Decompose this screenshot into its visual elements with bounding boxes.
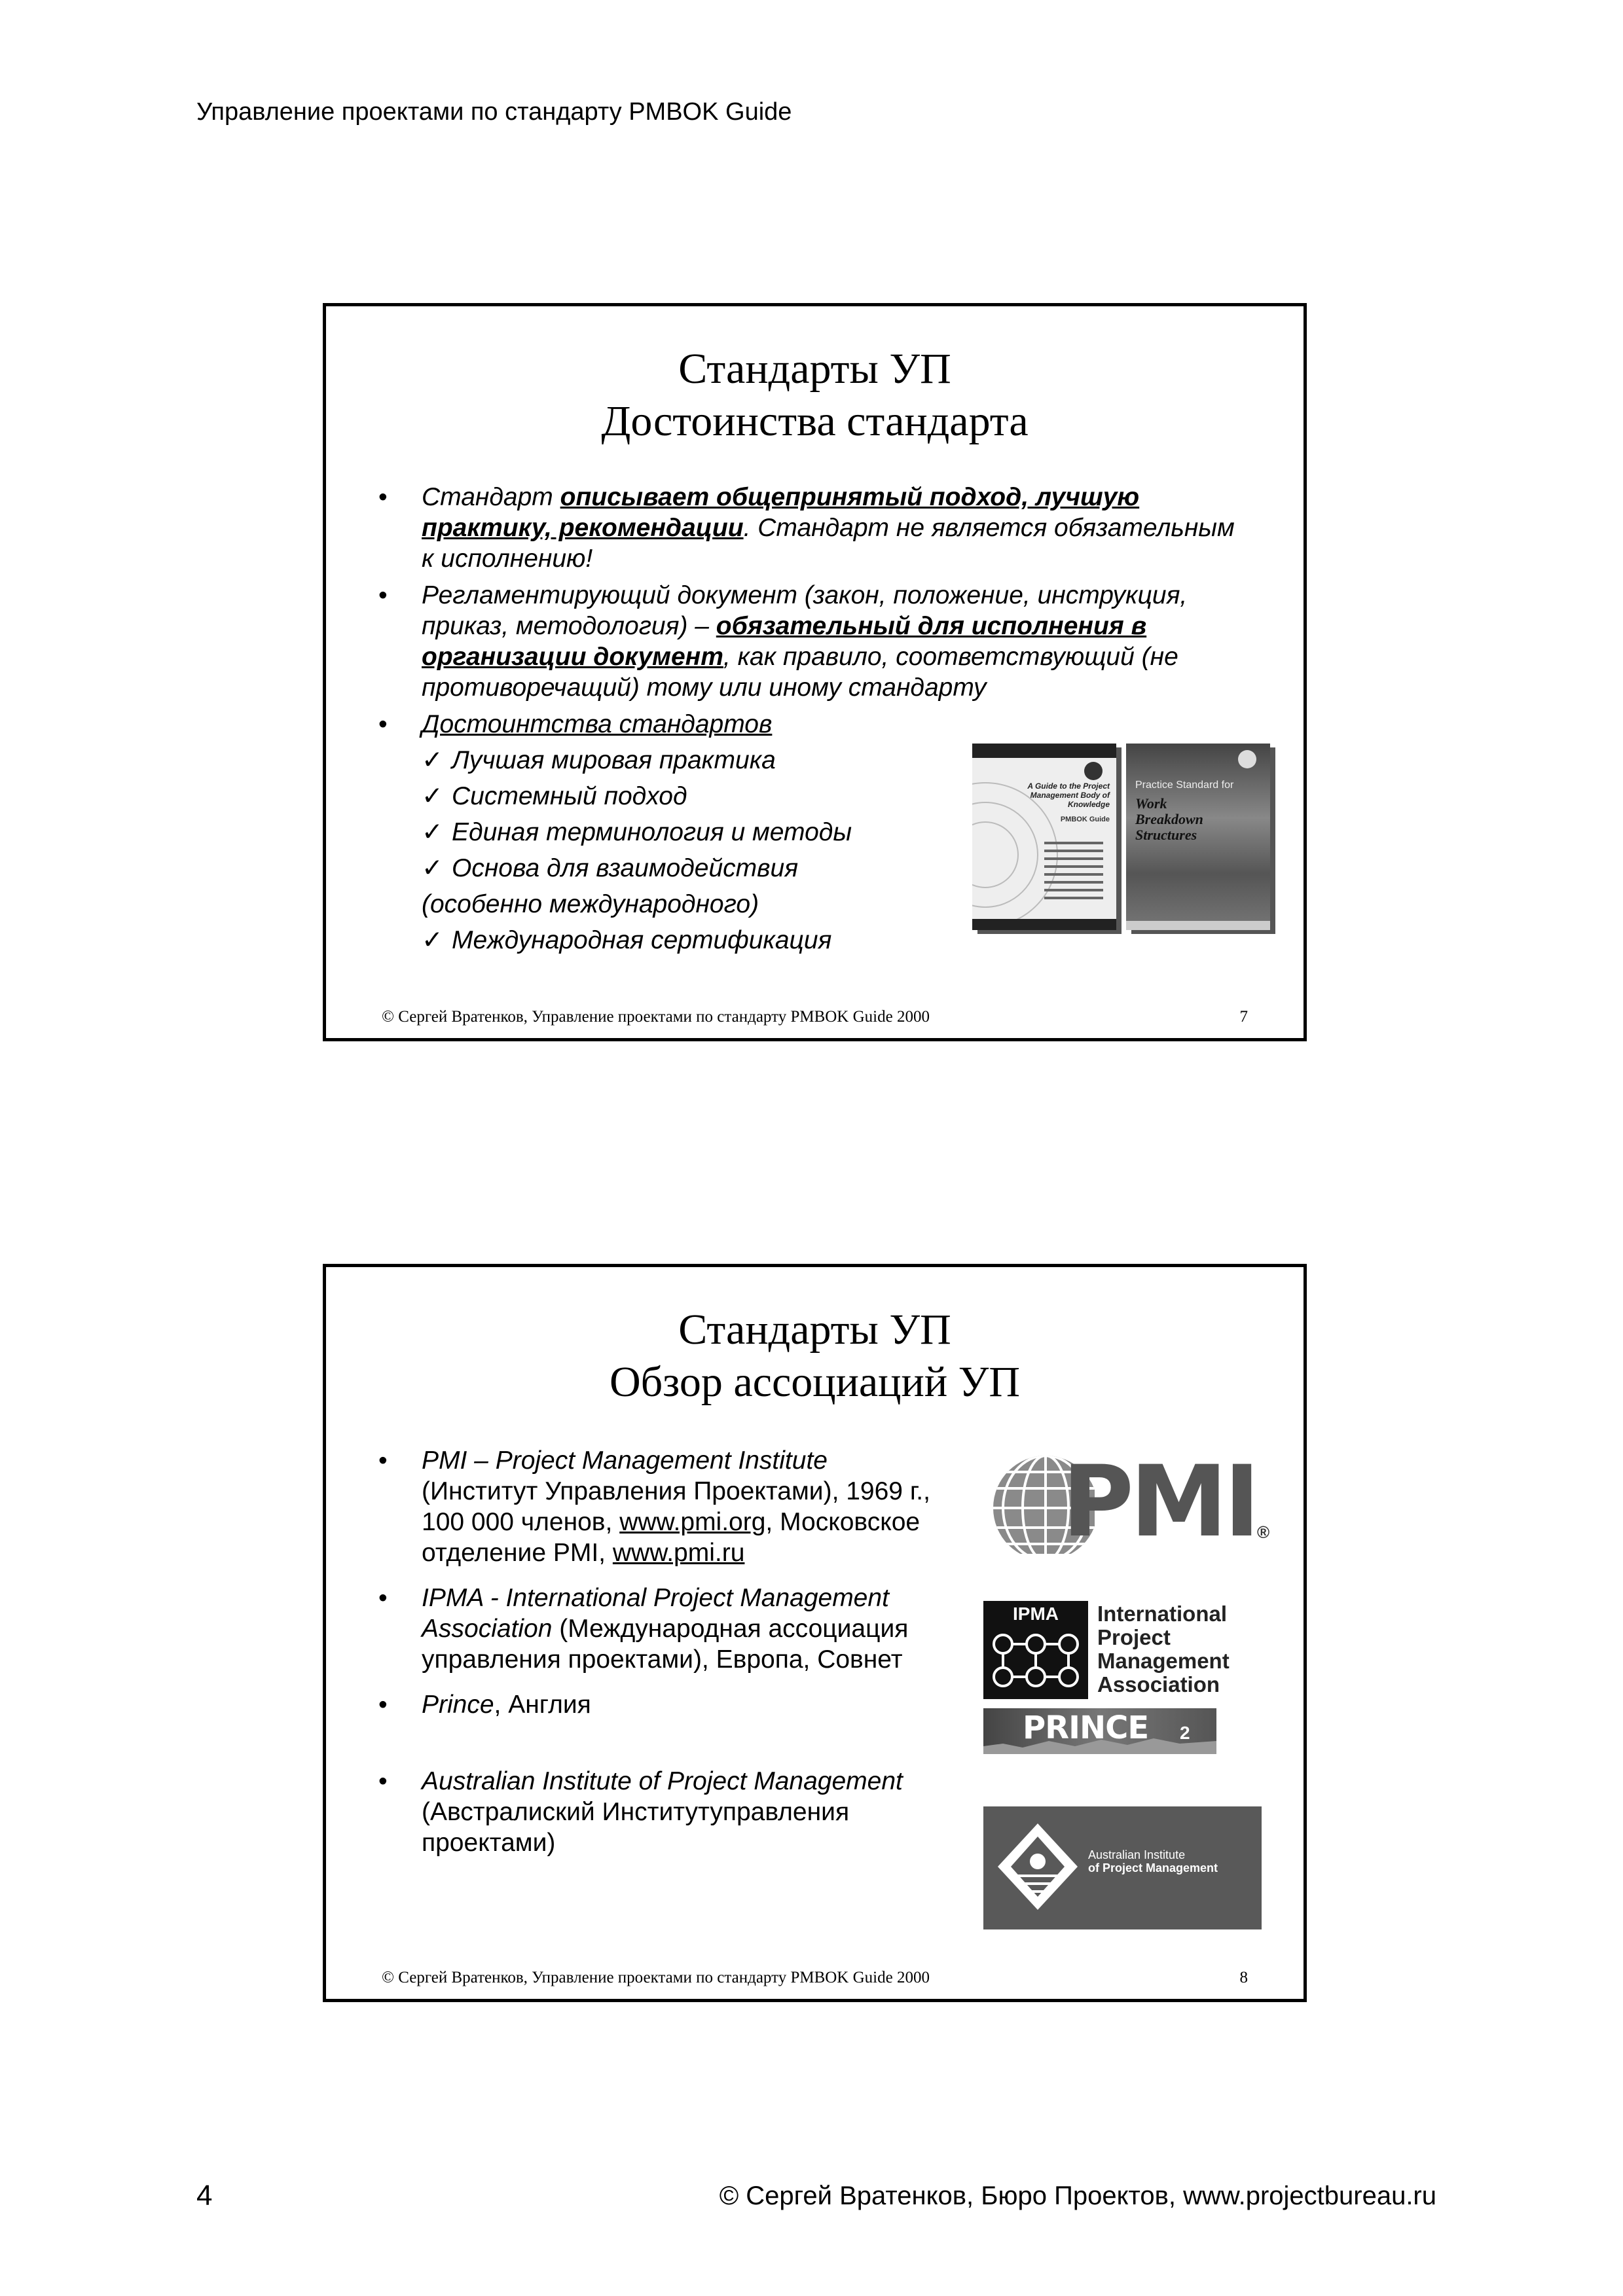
bullet-regulating-document: • Регламентирующий документ (закон, положение, инструкция, приказ, методология) – обязательный для исполнения в организации документ, как правило, соответствующий (не противоречащий) тому или иному стандарту — [378, 581, 1188, 702]
bullet-prince: • Prince, Англия — [378, 1691, 591, 1719]
aipm-logo: Australian Institute of Project Management — [983, 1806, 1262, 1929]
slide-title — [326, 1304, 1304, 1408]
check-icon: ✓ — [422, 854, 443, 882]
castle-silhouette-icon — [983, 1734, 1216, 1754]
diamond-emblem-icon — [995, 1821, 1080, 1912]
network-icon — [983, 1626, 1088, 1698]
slide-7 — [323, 303, 1307, 1041]
ipma-logo: IPMA International Project Management Association — [983, 1601, 1258, 1699]
pmi-seal-icon — [1126, 744, 1270, 770]
slide-title-line1: Стандарты УП — [678, 1306, 951, 1354]
check-icon: ✓ — [422, 782, 443, 810]
page-number: 4 — [196, 2179, 213, 2212]
globe-icon — [972, 744, 1116, 930]
slide-title-line2: Достоинства стандарта — [601, 397, 1029, 445]
check-item: ✓ Системный подход — [422, 778, 1011, 814]
check-item-continuation: (особенно международного) — [422, 890, 759, 918]
bullet-standard: • Стандарт описывает общепринятый подход, лучшую практику, рекомендации. Стандарт не является обязательным к исполнению! — [378, 483, 1235, 573]
pmi-logo: PMI ® — [983, 1452, 1271, 1556]
pmbok-guide-cover: A Guide to the Project Management Body of Knowledge PMBOK Guide — [972, 744, 1116, 930]
check-icon: ✓ — [422, 746, 443, 774]
bullet-pmi: • PMI – Project Management Institute (Институт Управления Проектами), 1969 г., 100 000 членов, www.pmi.org, Московское отделение PMI, www.pmi.ru — [378, 1446, 930, 1567]
slide-number: 8 — [1239, 1969, 1248, 1986]
prince2-logo: PRINCE 2 — [983, 1708, 1216, 1754]
bullet-ipma: • IPMA - International Project Management Association (Международная ассоциация управления проектами), Европа, Совнет — [378, 1584, 909, 1674]
pmi-org-link[interactable]: www.pmi.org, — [619, 1508, 773, 1536]
bullet-list — [378, 1445, 948, 1864]
bullet-aipm: • Australian Institute of Project Management (Австралиский Институтуправления проектами) — [378, 1767, 903, 1857]
check-item: ✓ Единая терминология и методы — [422, 814, 1011, 850]
slide-number: 7 — [1239, 1008, 1248, 1026]
check-item: ✓ Лучшая мировая практика — [422, 742, 1011, 778]
page-footer-copyright: © Сергей Вратенков, Бюро Проектов, www.projectbureau.ru — [719, 2181, 1436, 2210]
check-icon: ✓ — [422, 818, 443, 846]
slide-footer: © Сергей Вратенков, Управление проектами по стандарту PMBOK Guide 2000 7 — [382, 1008, 1248, 1026]
ipma-mark: IPMA — [983, 1601, 1088, 1699]
check-icon: ✓ — [422, 926, 443, 954]
bullet-advantages: • Достоинтства стандартов ✓ Лучшая мировая практика ✓ Системный подход ✓ Единая терминология и методы ✓ Основа для взаимодействия (особенно международного) ✓ Международная сертификация — [378, 709, 1243, 958]
check-item: ✓ Основа для взаимодействия — [422, 850, 1011, 886]
wbs-practice-standard-cover: Practice Standard for Work Breakdown Structures — [1126, 744, 1270, 930]
pmi-ru-link[interactable]: www.pmi.ru — [612, 1539, 745, 1567]
slide-title — [326, 343, 1304, 448]
slide-footer: © Сергей Вратенков, Управление проектами по стандарту PMBOK Guide 2000 8 — [382, 1969, 1248, 1986]
page-header: Управление проектами по стандарту PMBOK Guide — [196, 98, 792, 126]
slide-title-line1: Стандарты УП — [678, 345, 951, 393]
check-item: ✓ Международная сертификация — [422, 922, 1011, 958]
slide-8 — [323, 1264, 1307, 2002]
slide-title-line2: Обзор ассоциаций УП — [609, 1358, 1021, 1406]
checklist — [422, 742, 1011, 958]
